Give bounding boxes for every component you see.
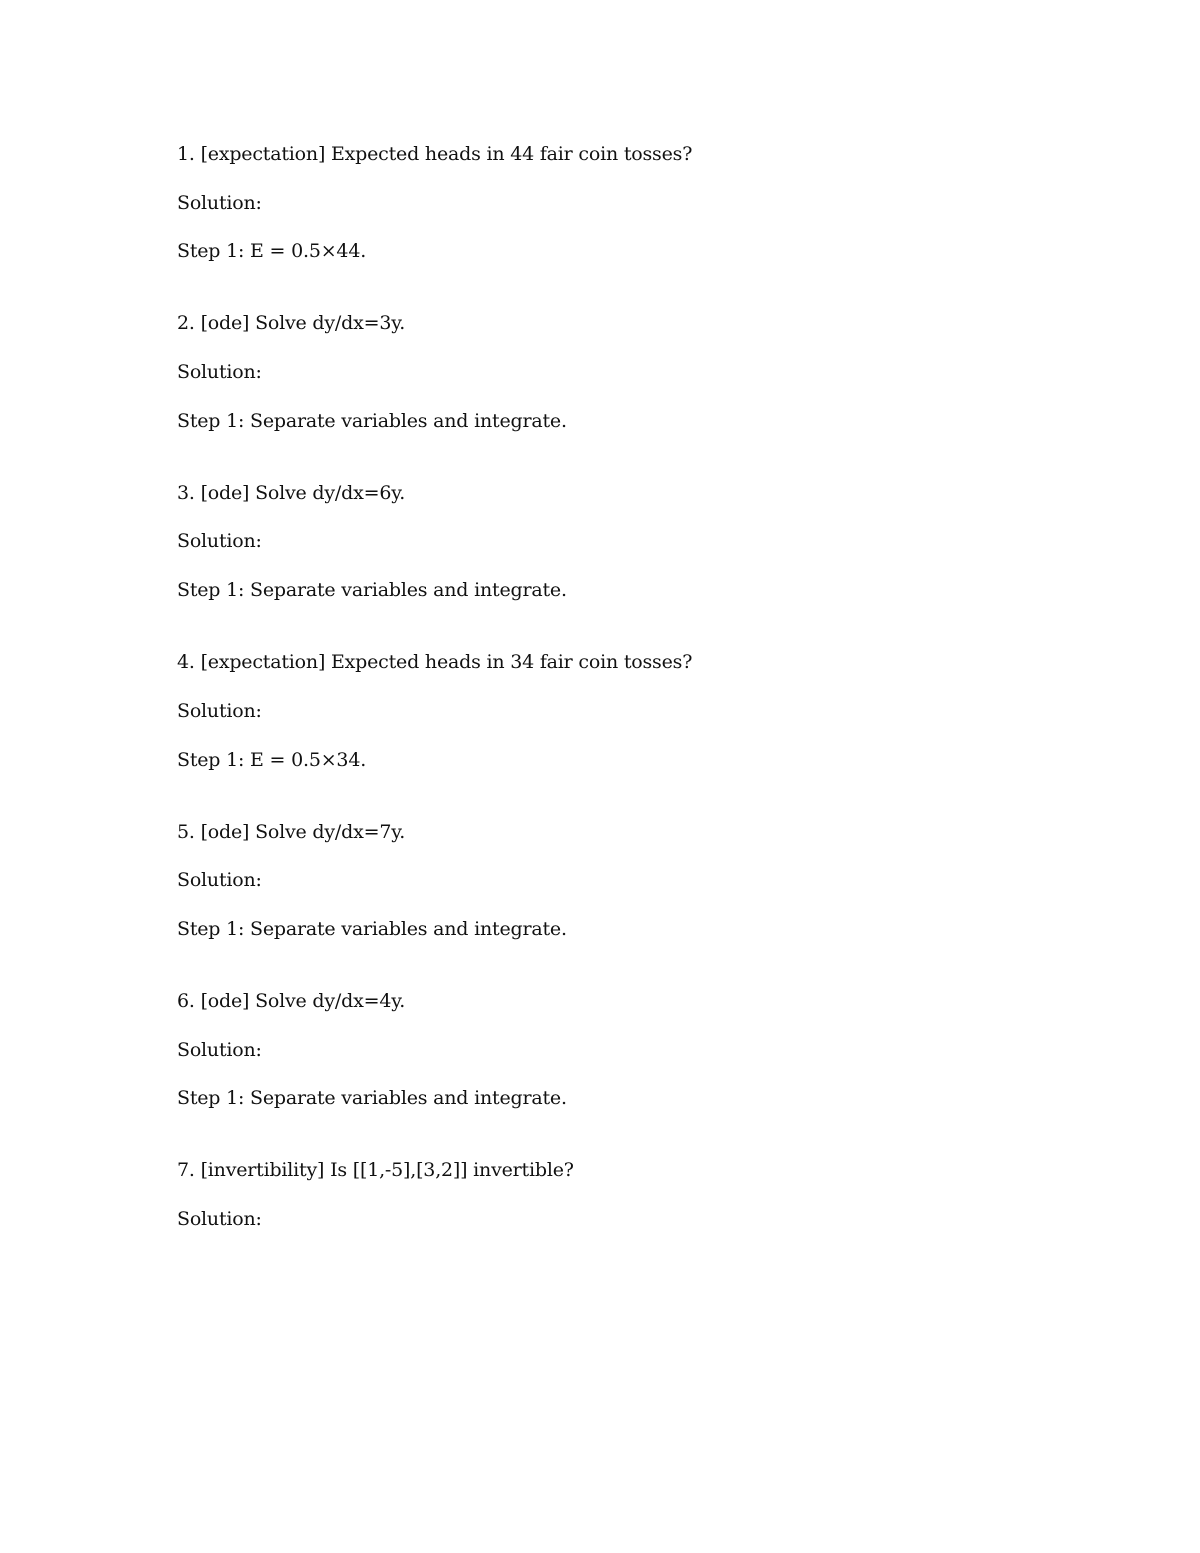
solution-step: Step 1: E = 0.5×34. bbox=[177, 748, 367, 771]
problem-list bbox=[177, 142, 1077, 1279]
solution-step: Step 1: Separate variables and integrate. bbox=[177, 1087, 567, 1110]
solution-label: Solution: bbox=[177, 699, 262, 722]
problem-question: 6. [ode] Solve dy/dx=4y. bbox=[177, 989, 406, 1012]
problem-2 bbox=[177, 311, 1077, 432]
problem-question: 5. [ode] Solve dy/dx=7y. bbox=[177, 820, 406, 843]
solution-label: Solution: bbox=[177, 1207, 262, 1230]
problem-question: 4. [expectation] Expected heads in 34 fair coin tosses? bbox=[177, 651, 693, 674]
problem-question: 2. [ode] Solve dy/dx=3y. bbox=[177, 312, 406, 335]
problem-5 bbox=[177, 820, 1077, 941]
problem-1 bbox=[177, 142, 1077, 263]
solution-label: Solution: bbox=[177, 191, 262, 214]
solution-step: Step 1: E = 0.5×44. bbox=[177, 240, 367, 263]
problem-question: 3. [ode] Solve dy/dx=6y. bbox=[177, 481, 406, 504]
problem-6 bbox=[177, 989, 1077, 1110]
problem-7 bbox=[177, 1158, 1077, 1231]
solution-step: Step 1: Separate variables and integrate. bbox=[177, 579, 567, 602]
problem-4 bbox=[177, 650, 1077, 771]
problem-3 bbox=[177, 481, 1077, 602]
problem-question: 7. [invertibility] Is [[1,-5],[3,2]] invertible? bbox=[177, 1159, 574, 1182]
solution-label: Solution: bbox=[177, 1038, 262, 1061]
solution-label: Solution: bbox=[177, 869, 262, 892]
solution-label: Solution: bbox=[177, 361, 262, 384]
problem-question: 1. [expectation] Expected heads in 44 fair coin tosses? bbox=[177, 143, 693, 165]
solution-step: Step 1: Separate variables and integrate. bbox=[177, 409, 567, 432]
solution-step: Step 1: Separate variables and integrate. bbox=[177, 917, 567, 940]
solution-label: Solution: bbox=[177, 530, 262, 553]
